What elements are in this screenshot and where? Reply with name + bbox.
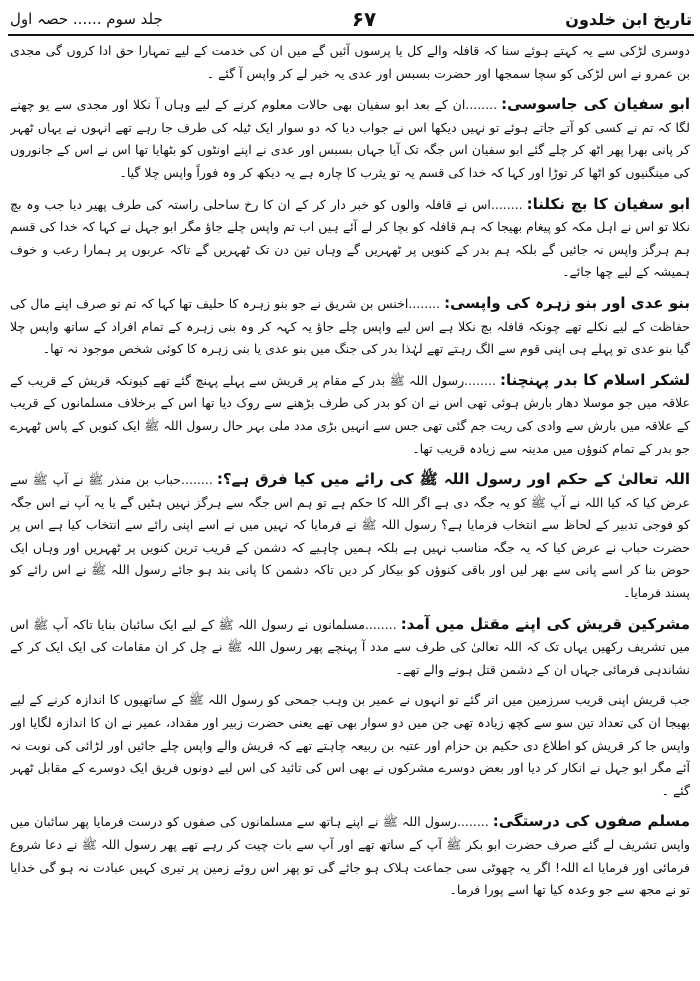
paragraph-text: ........حباب بن منذر ﷺ نے آپ ﷺ سے عرض کیا کہ کیا اللہ نے آپ ﷺ کو یہ جگہ دی ہے اگر اللہ کا حکم ہے تو ہم اس جگہ سے ہرگز نہیں ہٹیں گے یا یہ آپ نے اس جگہ کو فوجی تدبیر کے لحاظ سے انتخاب فرمایا ہے؟ رسول اللہ ﷺ نے فرمایا کہ نہیں میں نے اسے اپنی رائے سے انتخاب کیا ہے اس پر حضرت حباب نے عرض کیا کہ یہ جگہ مناسب نہیں ہے بلکہ ہمیں چاہیے کہ دشمن کے قریب ترین کنویں پر ٹھہریں اور وہاں ایک حوض بنا کر اسے پانی سے بھر لیں اور باقی کنوؤں کو بیکار کر دیں تاکہ دشمن کا پانی بند ہو جائے رسول اللہ ﷺ نے اس رائے کو پسند فرمایا۔: [10, 472, 690, 601]
paragraph-text: دوسری لڑکی سے یہ کہتے ہوئے سنا کہ قافلہ والے کل یا پرسوں آئیں گے میں ان کی خدمت کے لیے تمہارا حق ادا کروں گی مجدی بن عمرو نے اس لڑکی کو سچا سمجھا اور حضرت بسبس اور عدی یہ خبر لے کر واپس آ گئے ۔: [10, 43, 690, 81]
page-number: ۶۷: [351, 7, 377, 31]
page-body: [10, 40, 690, 975]
paragraph: [10, 369, 690, 460]
paragraph: [10, 810, 690, 901]
paragraph: [10, 292, 690, 361]
header-divider: [8, 34, 694, 36]
section-heading: مسلم صفوں کی درستگی:: [492, 812, 690, 831]
paragraph-text: جب قریش اپنی قریب سرزمین میں اتر گئے تو انہوں نے عمیر بن وہب جمحی کو رسول اللہ ﷺ کے ساتھیوں کا اندازہ کرنے کے لیے بھیجا ان کی تعداد تین سو سے کچھ زیادہ تھی جن میں دو سوار بھی تھے یعنی حضرت زبیر اور مقداد، عمیر نے ان کا اندازہ لگایا اور واپس جا کر قریش کو اطلاع دی حکیم بن حزام اور عتبہ بن ربیعہ چاہتے تھے کہ قریش والے واپس چلے جائیں اور لڑائی کی نوبت نہ آئے مگر ابو جہل نے انکار کر دیا اور بعض دوسرے مشرکوں نے بھی اس کی تائید کی اس لیے دونوں فریق ایک دوسرے کے مقابل ٹھہر گئے ۔: [10, 692, 690, 798]
page-header: [10, 4, 692, 34]
paragraph-text: ........رسول اللہ ﷺ نے اپنے ہاتھ سے مسلمانوں کی صفوں کو درست فرمایا پھر سائبان میں واپس تشریف لے گئے صرف حضرت ابو بکر ﷺ آپ کے ساتھ تھے اور آپ سے بات چیت کر رہے تھے پھر رسول اللہ ﷺ نے دعا شروع فرمائی اور فرمایا اے اللہ! اگر یہ چھوٹی سی جماعت ہلاک ہو جائے گی تو پھر اس روئے زمین پر تیری کہیں عبادت نہ ہو گی خدایا تو نے مجھ سے جو وعدہ کیا تھا اسے پورا فرما۔: [10, 814, 690, 898]
paragraph: [10, 468, 690, 605]
paragraph-text: ........رسول اللہ ﷺ بدر کے مقام پر قریش سے پہلے پہنچ گئے تھے کیونکہ قریش کے قریب کے علاقہ میں جو موسلا دھار بارش ہوئی تھی اس نے ان کو بدر کی طرف بڑھنے سے روک دیا تھا اس کے برخلاف مسلمانوں کے قریب کے علاقہ میں بارش سے وادی کی ریت جم گئی تھی جس سے انہیں بڑی مدد ملی بہر حال رسول اللہ ﷺ ایک کنویں کے پاس ٹھہرے جو بدر کے تمام کنوؤں میں مدینہ سے زیادہ قریب تھا۔: [10, 372, 690, 456]
paragraph: [10, 613, 690, 682]
section-heading: بنو عدی اور بنو زہرہ کی واپسی:: [444, 293, 690, 312]
paragraph: [10, 93, 690, 184]
book-title: تاریخ ابن خلدون: [565, 9, 692, 29]
paragraph: [10, 40, 690, 85]
section-heading: ابو سفیان کی جاسوسی:: [501, 95, 690, 114]
section-heading: ابو سفیان کا بچ نکلنا:: [526, 194, 690, 213]
section-heading: مشرکین قریش کی اپنے مقتل میں آمد:: [400, 614, 690, 633]
paragraph-text: ........ان کے بعد ابو سفیان بھی حالات معلوم کرنے کے لیے وہاں آ نکلا اور مجدی سے یو چھنے لگا کہ تم نے کسی کو آتے جاتے ہوئے تو نہیں دیکھا اس نے جواب دیا کہ دو سوار ایک ٹیلہ کی طرف جا رہے تھے انہوں نے یہاں ٹھہر کر پانی بھرا پھر اٹھ کر چلے گئے ابو سفیان اس جگہ تک آیا جہاں بسبس اور عدی نے اپنے اونٹوں کو بٹھایا تھا اس نے اس کے جانوروں کی مینگنیوں کو اٹھا کر توڑا اور کہا کہ خدا کی قسم یہ تو یثرب کا چارہ ہے یہ دیکھ کر وہ فوراً واپس چلا گیا۔: [10, 97, 690, 180]
paragraph-text: ........اس نے قافلہ والوں کو خبر دار کر کے ان کا رخ ساحلی راستہ کی طرف پھیر دیا جب وہ بچ نکلا تو اس نے اہل مکہ کو پیغام بھیجا کہ ہم قافلہ کو بچا کر لے آئے ہیں اب تم واپس چلے جاؤ مگر ابو جہل نے کہا کہ خدا کی قسم ہم ہرگز واپس نہ جائیں گے بلکہ ہم بدر کے کنویں پر ٹھہریں گے وہاں تین دن تک ٹھہریں گے تاکہ عربوں پر ہمارا رعب و خوف ہمیشہ کے لیے چھا جائے۔: [10, 196, 690, 280]
section-heading: لشکر اسلام کا بدر پہنچنا:: [499, 370, 690, 389]
paragraph-text: ........اخنس بن شریق نے جو بنو زہرہ کا حلیف تھا کہا کہ تم تو صرف اپنے مال کی حفاظت کے لیے نکلے تھے چونکہ قافلہ بچ نکلا ہے اس لیے واپس چلے جاؤ یہ کہہ کر وہ بنی زہرہ کے تمام افراد کے ساتھ واپس چلا گیا بنو عدی تو پہلے ہی اپنی قوم سے الگ رہتے تھے لہٰذا بدر کی جنگ میں بنو عدی یا بنی زہرہ کا کوئی شخص موجود نہ تھا۔: [10, 295, 690, 357]
paragraph-text: ........مسلمانوں نے رسول اللہ ﷺ کے لیے ایک سائبان بنایا تاکہ آپ ﷺ اس میں تشریف رکھیں یہاں تک کہ اللہ تعالیٰ کی طرف سے مدد آ پہنچے پھر رسول اللہ ﷺ نے چل کر ان مقامات کی ایک ایک کر کے نشاندہی فرمائی جہاں ان کے دشمن قتل ہونے والے تھے۔: [10, 616, 690, 677]
paragraph: [10, 193, 690, 284]
paragraph: [10, 689, 690, 802]
volume-label: جلد سوم ...... حصہ اول: [10, 10, 163, 28]
section-heading: اللہ تعالیٰ کے حکم اور رسول اللہ ﷺ کی رائے میں کیا فرق ہے؟:: [216, 470, 690, 489]
